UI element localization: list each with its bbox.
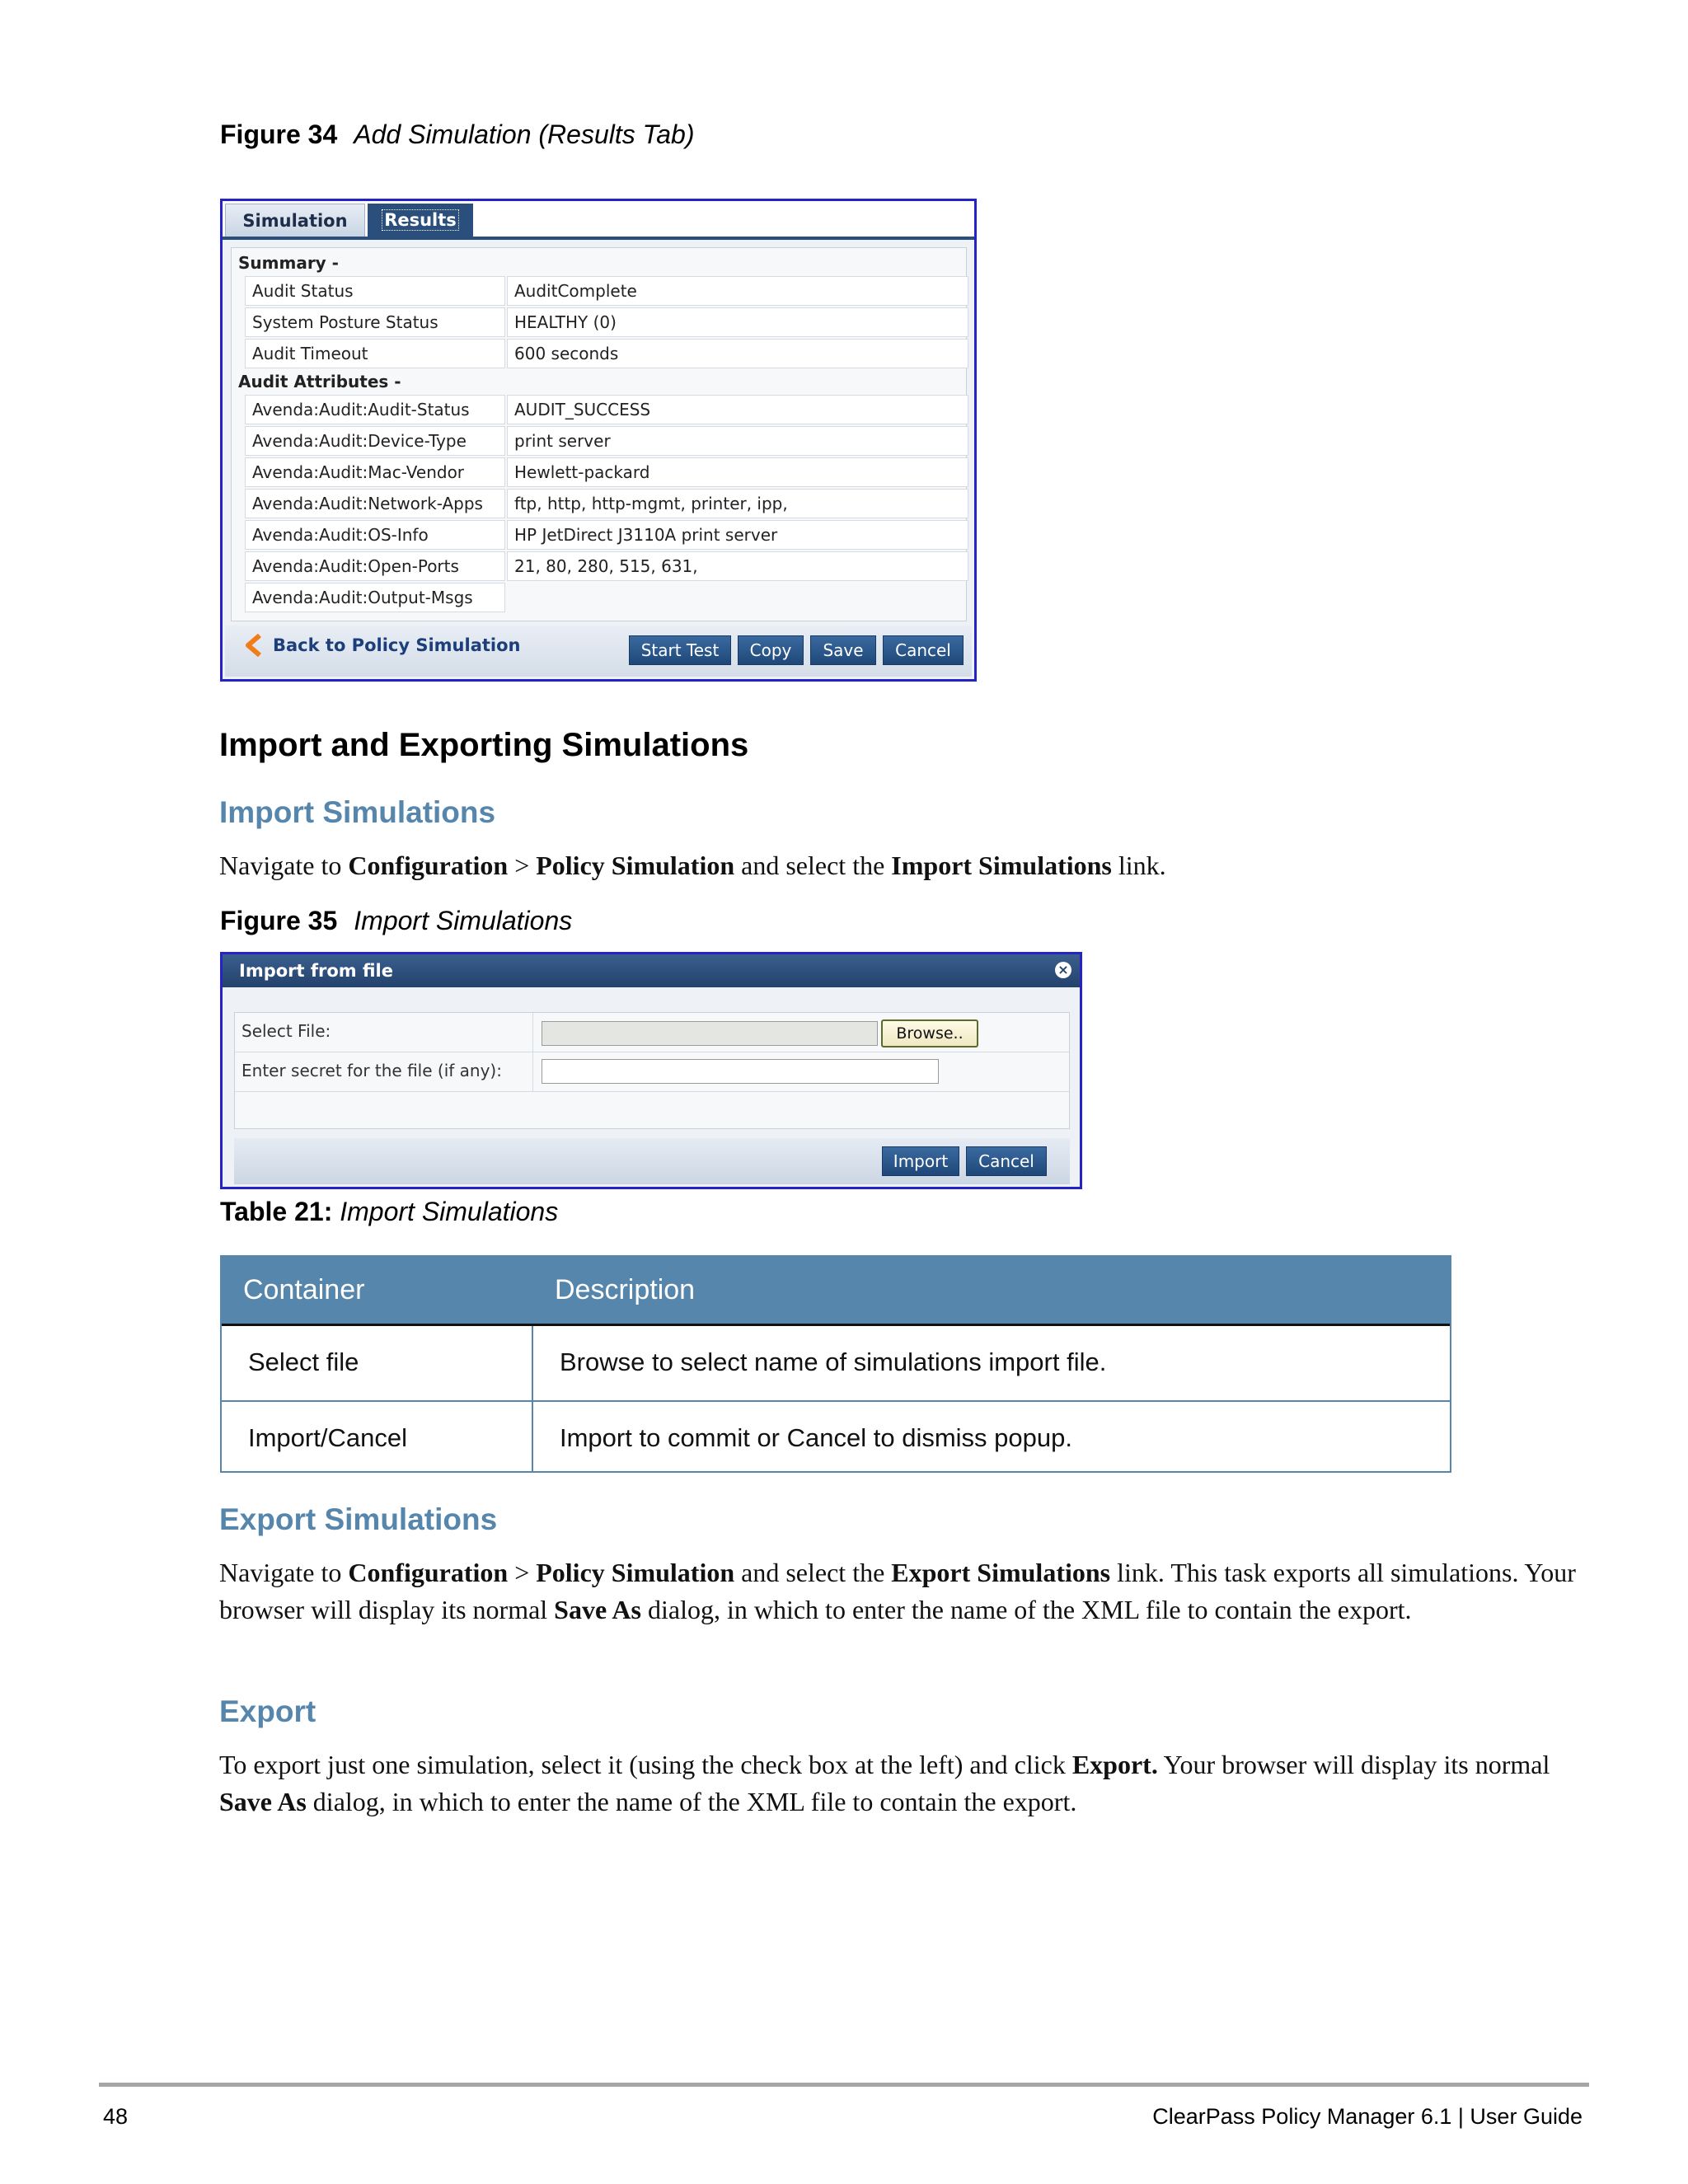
text: To export just one simulation, select it (using the check box at the left) and click bbox=[219, 1750, 1072, 1779]
table-cell: Select file bbox=[248, 1347, 359, 1376]
table-row bbox=[245, 551, 968, 581]
text: > bbox=[508, 851, 537, 880]
row-value: Hewlett-packard bbox=[507, 457, 968, 487]
text: link. bbox=[1111, 851, 1166, 880]
figure-label: Figure 34 bbox=[220, 120, 338, 149]
row-value: AuditComplete bbox=[507, 276, 968, 306]
table-cell bbox=[533, 1402, 1450, 1476]
audit-attributes-heading: Audit Attributes - bbox=[238, 372, 401, 391]
import-simulations-table bbox=[220, 1255, 1451, 1473]
row-key: Avenda:Audit:Open-Ports bbox=[245, 551, 505, 581]
table-row bbox=[245, 489, 968, 518]
text: Your browser will display its normal bbox=[1157, 1750, 1550, 1779]
row-value: AUDIT_SUCCESS bbox=[507, 395, 968, 424]
dialog-title: Import from file bbox=[239, 961, 393, 981]
figure-34-caption bbox=[220, 120, 695, 150]
import-simulations-heading: Import Simulations bbox=[219, 795, 496, 829]
page-number: 48 bbox=[103, 2104, 129, 2129]
button-bar bbox=[225, 626, 972, 677]
save-button[interactable]: Save bbox=[810, 635, 876, 665]
table-label: Table 21: bbox=[220, 1197, 333, 1226]
row-value: 600 seconds bbox=[507, 339, 968, 368]
table-row bbox=[245, 426, 968, 456]
table-row bbox=[245, 276, 968, 306]
results-panel bbox=[231, 247, 967, 621]
summary-heading: Summary - bbox=[238, 253, 339, 273]
back-arrow-icon bbox=[245, 634, 263, 657]
tab-results[interactable] bbox=[368, 204, 473, 237]
figure-title: Add Simulation (Results Tab) bbox=[354, 120, 695, 149]
table-row bbox=[245, 395, 968, 424]
bold-text: Cancel bbox=[786, 1423, 867, 1452]
text: to commit or bbox=[631, 1423, 787, 1452]
bold-text: Policy Simulation bbox=[536, 1558, 735, 1587]
copy-button[interactable]: Copy bbox=[738, 635, 804, 665]
tab-results-label: Results bbox=[382, 209, 459, 231]
bold-text: Configuration bbox=[348, 851, 509, 880]
text: > bbox=[508, 1558, 537, 1587]
export-one-paragraph bbox=[219, 1746, 1587, 1821]
dialog-title-bar bbox=[223, 954, 1080, 987]
table-row bbox=[245, 583, 968, 612]
row-value: ftp, http, http-mgmt, printer, ipp, bbox=[507, 489, 968, 518]
bold-text: Import Simulations bbox=[891, 851, 1112, 880]
export-paragraph bbox=[219, 1554, 1587, 1629]
dialog-body bbox=[234, 1012, 1070, 1129]
figure-35-caption bbox=[220, 906, 572, 936]
export-simulations-heading: Export Simulations bbox=[219, 1502, 498, 1536]
row-key: Avenda:Audit:OS-Info bbox=[245, 520, 505, 550]
text: dialog, in which to enter the name of the XML file to contain the export. bbox=[640, 1595, 1412, 1624]
text: and select the bbox=[734, 851, 892, 880]
back-link-label: Back to Policy Simulation bbox=[273, 635, 521, 655]
import-button[interactable]: Import bbox=[882, 1146, 959, 1176]
text: link. This task exports all simulations. Your browser will display its normal bbox=[219, 1558, 1576, 1624]
bold-text: Export. bbox=[1071, 1750, 1158, 1779]
row-key: Avenda:Audit:Network-Apps bbox=[245, 489, 505, 518]
table-cell: Browse to select name of simulations import file. bbox=[560, 1347, 1107, 1376]
bold-text: Save As bbox=[219, 1787, 307, 1816]
row-value: print server bbox=[507, 426, 968, 456]
dialog-cancel-button[interactable]: Cancel bbox=[966, 1146, 1047, 1176]
cancel-button[interactable]: Cancel bbox=[883, 635, 964, 665]
table-cell: Import/Cancel bbox=[248, 1423, 407, 1452]
tab-bar bbox=[223, 201, 974, 240]
table-row bbox=[245, 457, 968, 487]
footer-rule bbox=[99, 2083, 1589, 2087]
row-key: System Posture Status bbox=[245, 307, 505, 337]
dialog-button-bar bbox=[234, 1138, 1070, 1184]
row-value: 21, 80, 280, 515, 631, bbox=[507, 551, 968, 581]
text: to dismiss popup. bbox=[866, 1423, 1072, 1452]
table-21-caption bbox=[220, 1197, 558, 1227]
secret-row bbox=[235, 1052, 1069, 1092]
file-path-input[interactable] bbox=[542, 1021, 878, 1046]
row-value: HP JetDirect J3110A print server bbox=[507, 520, 968, 550]
browse-button[interactable]: Browse.. bbox=[881, 1019, 978, 1047]
table-row bbox=[245, 520, 968, 550]
column-divider bbox=[532, 1326, 533, 1471]
text: dialog, in which to enter the name of the XML file to contain the export. bbox=[306, 1787, 1077, 1816]
import-paragraph bbox=[219, 847, 1587, 884]
select-file-row bbox=[235, 1013, 1069, 1052]
table-row bbox=[245, 339, 968, 368]
results-tab-screenshot bbox=[220, 199, 977, 682]
table-title: Import Simulations bbox=[340, 1197, 559, 1226]
row-key: Avenda:Audit:Device-Type bbox=[245, 426, 505, 456]
row-key: Avenda:Audit:Audit-Status bbox=[245, 395, 505, 424]
figure-title: Import Simulations bbox=[354, 906, 573, 935]
table-row bbox=[245, 307, 968, 337]
bold-text: Save As bbox=[554, 1595, 641, 1624]
text: Navigate to bbox=[219, 851, 349, 880]
row-key: Avenda:Audit:Output-Msgs bbox=[245, 583, 505, 612]
row-key: Audit Status bbox=[245, 276, 505, 306]
secret-label: Enter secret for the file (if any): bbox=[235, 1052, 533, 1092]
bold-text: Policy Simulation bbox=[536, 851, 735, 880]
close-icon[interactable]: × bbox=[1055, 962, 1071, 978]
back-to-policy-simulation-link[interactable] bbox=[245, 634, 520, 657]
row-key: Avenda:Audit:Mac-Vendor bbox=[245, 457, 505, 487]
import-dialog-screenshot bbox=[220, 952, 1082, 1189]
row-key: Audit Timeout bbox=[245, 339, 505, 368]
select-file-label: Select File: bbox=[235, 1013, 533, 1052]
column-header-description: Description bbox=[533, 1257, 1450, 1326]
figure-label: Figure 35 bbox=[220, 906, 338, 935]
bold-text: Configuration bbox=[348, 1558, 509, 1587]
secret-input[interactable] bbox=[542, 1059, 939, 1084]
tab-simulation[interactable]: Simulation bbox=[225, 204, 365, 237]
section-heading: Import and Exporting Simulations bbox=[219, 727, 749, 763]
row-value: HEALTHY (0) bbox=[507, 307, 968, 337]
bold-text: Export Simulations bbox=[891, 1558, 1111, 1587]
text: Navigate to bbox=[219, 1558, 349, 1587]
export-heading: Export bbox=[219, 1694, 316, 1728]
column-header-container: Container bbox=[222, 1257, 533, 1326]
bold-text: Import bbox=[560, 1423, 632, 1452]
text: and select the bbox=[734, 1558, 892, 1587]
start-test-button[interactable]: Start Test bbox=[629, 635, 731, 665]
document-title: ClearPass Policy Manager 6.1 | User Guide bbox=[1152, 2104, 1582, 2129]
